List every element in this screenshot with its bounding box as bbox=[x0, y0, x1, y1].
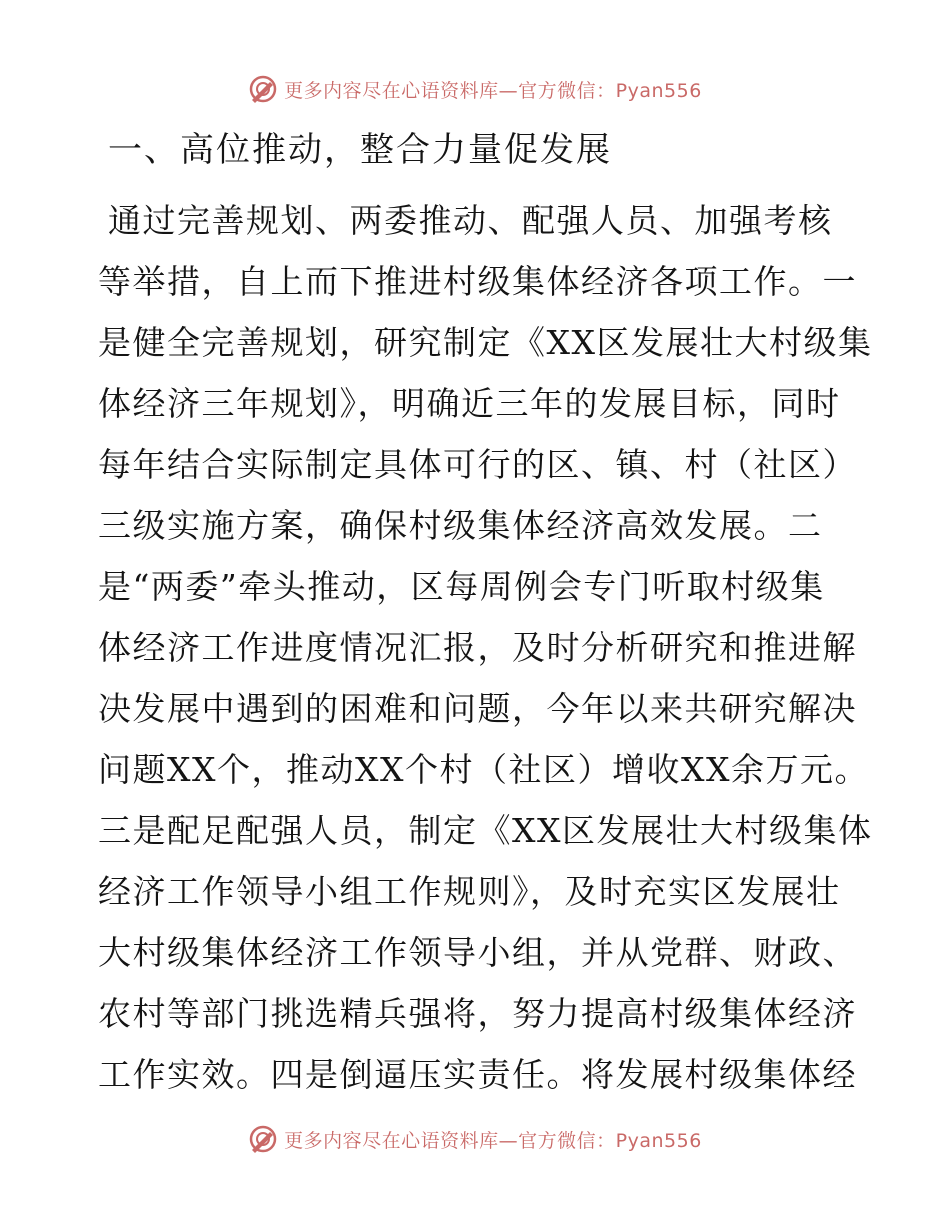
text-line: 三级实施方案，确保村级集体经济高效发展。二 bbox=[98, 506, 823, 545]
text-line: 体经济三年规划》，明确近三年的发展目标，同时 bbox=[98, 384, 841, 423]
body-paragraph bbox=[98, 190, 878, 1105]
text-line: 通过完善规划、两委推动、配强人员、加强考核 bbox=[108, 201, 833, 240]
section-heading: 一、高位推动，整合力量促发展 bbox=[108, 130, 612, 170]
watermark-bottom bbox=[0, 1124, 950, 1154]
watermark-text: 更多内容尽在心语资料库—官方微信：Pyan556 bbox=[284, 1129, 702, 1152]
text-line: 是“两委”牵头推动，区每周例会专门听取村级集 bbox=[98, 567, 825, 606]
text-line: 决发展中遇到的困难和问题，今年以来共研究解决 bbox=[98, 689, 857, 728]
text-line: 大村级集体经济工作领导小组，并从党群、财政、 bbox=[98, 933, 857, 972]
watermark-text: 更多内容尽在心语资料库—官方微信：Pyan556 bbox=[284, 79, 702, 102]
text-line: 工作实效。四是倒逼压实责任。将发展村级集体经 bbox=[98, 1055, 857, 1094]
pen-logo-icon bbox=[248, 74, 278, 104]
text-line: 等举措，自上而下推进村级集体经济各项工作。一 bbox=[98, 262, 857, 301]
text-line: 是健全完善规划，研究制定《XX区发展壮大村级集 bbox=[98, 323, 873, 362]
watermark-top bbox=[0, 74, 950, 104]
text-line: 问题XX个，推动XX个村（社区）增收XX余万元。 bbox=[98, 750, 869, 789]
text-line: 农村等部门挑选精兵强将，努力提高村级集体经济 bbox=[98, 994, 857, 1033]
text-line: 三是配足配强人员，制定《XX区发展壮大村级集体 bbox=[98, 811, 873, 850]
text-line: 经济工作领导小组工作规则》，及时充实区发展壮 bbox=[98, 872, 841, 911]
text-line: 体经济工作进度情况汇报，及时分析研究和推进解 bbox=[98, 628, 857, 667]
pen-logo-icon bbox=[248, 1124, 278, 1154]
text-line: 每年结合实际制定具体可行的区、镇、村（社区） bbox=[98, 445, 857, 484]
